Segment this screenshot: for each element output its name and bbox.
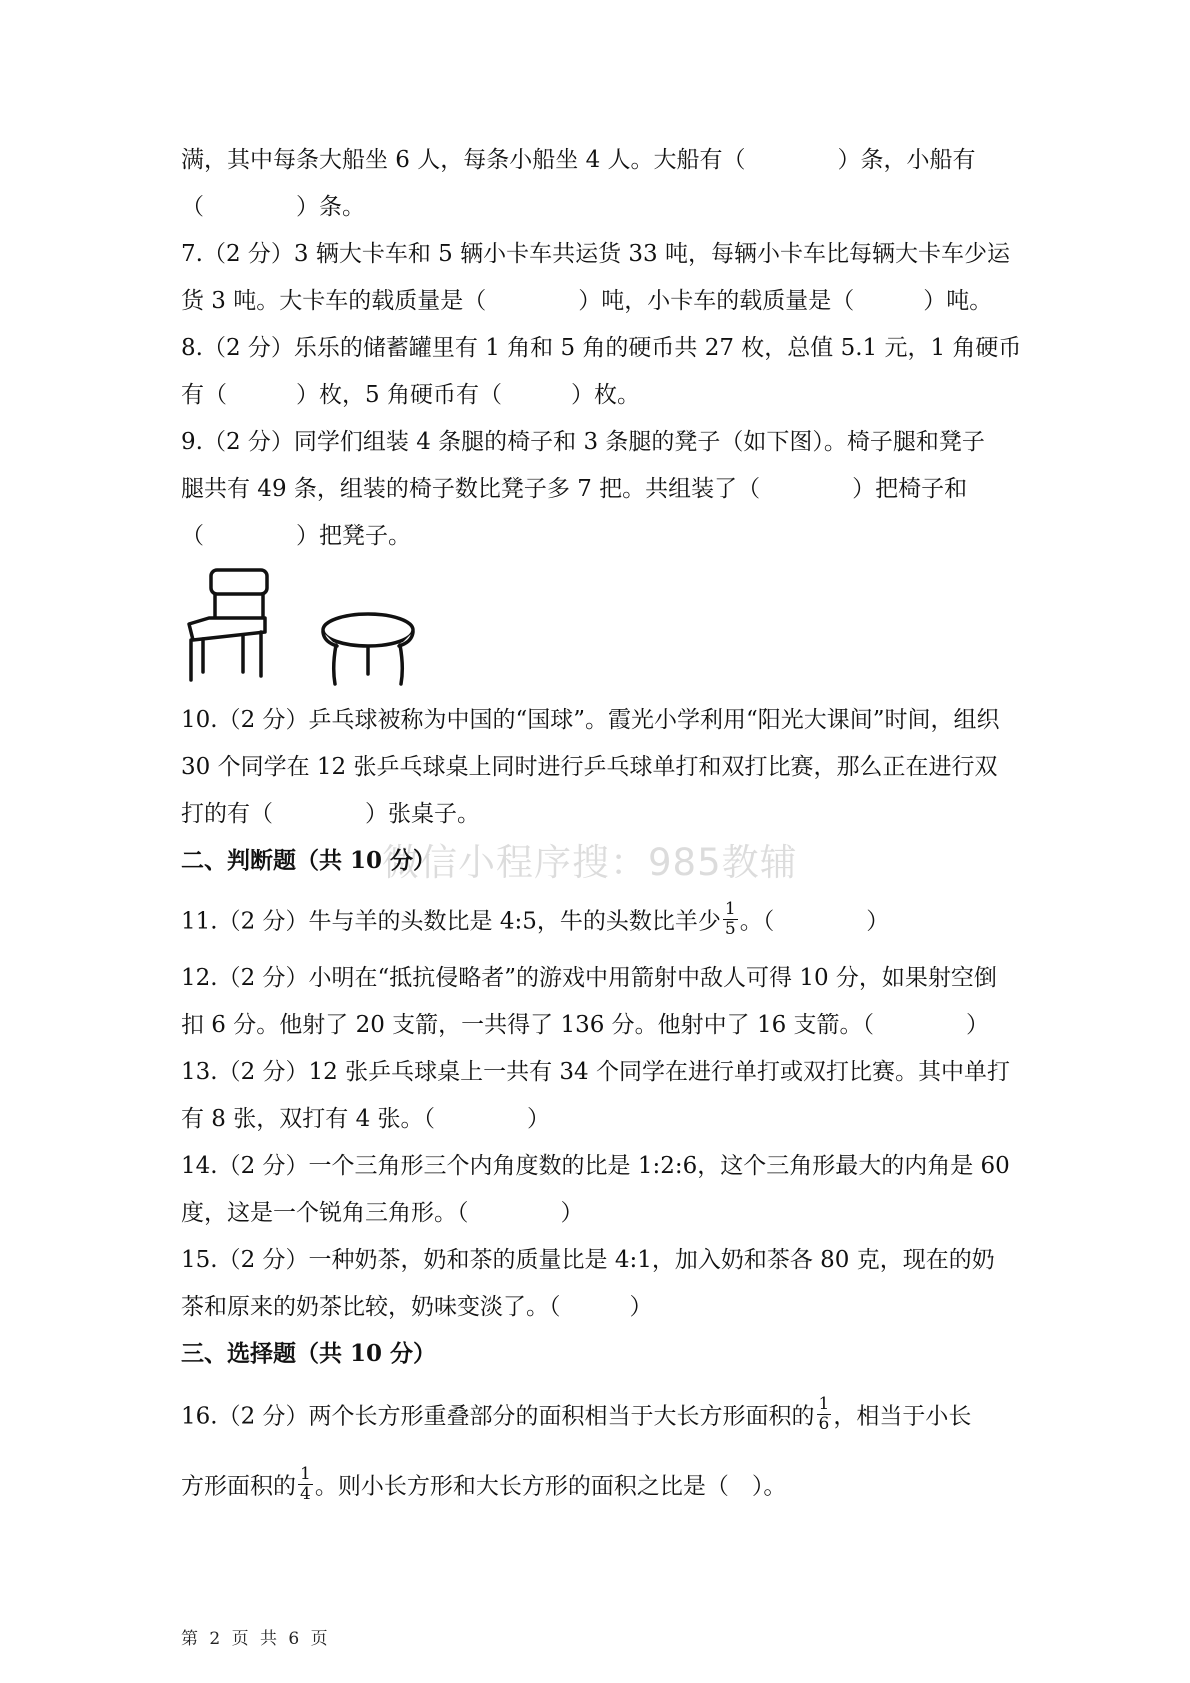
fraction-numerator: 1 [724, 899, 736, 919]
q11-text-before: 11.（2 分）牛与羊的头数比是 4:5，牛的头数比羊少 [181, 908, 721, 935]
q10-text-line-1: 10.（2 分）乒乓球被称为中国的“国球”。霞光小学利用“阳光大课间”时间，组织 [181, 707, 1000, 733]
q10-text-line-3: 打的有（ ）张桌子。 [181, 801, 480, 827]
chair-icon [189, 570, 267, 680]
q6-text-line-2: 满，其中每条大船坐 6 人，每条小船坐 4 人。大船有（ ）条，小船有 [181, 147, 976, 173]
fraction-numerator: 1 [300, 1464, 311, 1484]
q16-text-before-2: 方形面积的 [181, 1473, 296, 1500]
q13-text-line-1: 13.（2 分）12 张乒乓球桌上一共有 34 个同学在进行单打或双打比赛。其中单打 [181, 1059, 1010, 1085]
q16-fraction-2 [298, 1465, 313, 1504]
q6-text-line-3: （ ）条。 [181, 194, 365, 220]
q12-text-line-1: 12.（2 分）小明在“抵抗侵略者”的游戏中用箭射中敌人可得 10 分，如果射空倒 [181, 965, 997, 991]
section-3-heading: 三、选择题（共 10 分） [181, 1340, 437, 1367]
watermark: 微信小程序搜：985教辅 [382, 841, 798, 884]
q9-text-line-1: 9.（2 分）同学们组装 4 条腿的椅子和 3 条腿的凳子（如下图）。椅子腿和凳子 [181, 429, 985, 455]
q16-text-after-2: 。则小长方形和大长方形的面积之比是（ ）。 [314, 1473, 787, 1500]
q16-fraction-1 [817, 1395, 832, 1434]
q7-text-line-2: 货 3 吨。大卡车的载质量是（ ）吨，小卡车的载质量是（ ）吨。 [181, 288, 993, 314]
q16-text-before: 16.（2 分）两个长方形重叠部分的面积相当于大长方形面积的 [181, 1403, 815, 1430]
section-2-heading: 二、判断题（共 10 分） [181, 847, 437, 874]
q8-text-line-1: 8.（2 分）乐乐的储蓄罐里有 1 角和 5 角的硬币共 27 枚，总值 5.1 元，1 角硬币 [181, 335, 1022, 361]
q10-text-line-2: 30 个同学在 12 张乒乓球桌上同时进行乒乓球单打和双打比赛，那么正在进行双 [181, 754, 998, 780]
q7-text-line-1: 7.（2 分）3 辆大卡车和 5 辆小卡车共运货 33 吨，每辆小卡车比每辆大卡车少运 [181, 241, 1010, 267]
stool-icon [323, 614, 413, 684]
q15-text-line-1: 15.（2 分）一种奶茶，奶和茶的质量比是 4:1，加入奶和茶各 80 克，现在的奶 [181, 1247, 995, 1273]
q13-text-line-2: 有 8 张，双打有 4 张。（ ） [181, 1106, 551, 1132]
fraction-numerator: 1 [818, 1394, 830, 1414]
q11-text [181, 899, 1030, 942]
q11-fraction [723, 900, 738, 939]
q16-text-line-1 [181, 1394, 1030, 1437]
q9-text-line-3: （ ）把凳子。 [181, 523, 411, 549]
fraction-denominator: 4 [300, 1484, 311, 1504]
q8-text-line-2: 有（ ）枚，5 角硬币有（ ）枚。 [181, 382, 640, 408]
page-footer: 第 2 页 共 6 页 [181, 1629, 331, 1649]
q12-text-line-2: 扣 6 分。他射了 20 支箭，一共得了 136 分。他射中了 16 支箭。（ ） [181, 1012, 990, 1038]
fraction-denominator: 6 [818, 1414, 830, 1434]
q16-text-line-2 [181, 1464, 1030, 1507]
fraction-denominator: 5 [724, 919, 736, 939]
chair-and-stool-figure [181, 562, 421, 692]
q16-text-after: ，相当于小长 [833, 1403, 972, 1430]
q15-text-line-2: 茶和原来的奶茶比较，奶味变淡了。（ ） [181, 1294, 653, 1320]
q11-text-after: 。（ ） [739, 908, 890, 935]
q14-text-line-1: 14.（2 分）一个三角形三个内角度数的比是 1:2:6，这个三角形最大的内角是 60 [181, 1153, 1010, 1179]
q9-text-line-2: 腿共有 49 条，组装的椅子数比凳子多 7 把。共组装了（ ）把椅子和 [181, 476, 968, 502]
q14-text-line-2: 度，这是一个锐角三角形。（ ） [181, 1200, 584, 1226]
